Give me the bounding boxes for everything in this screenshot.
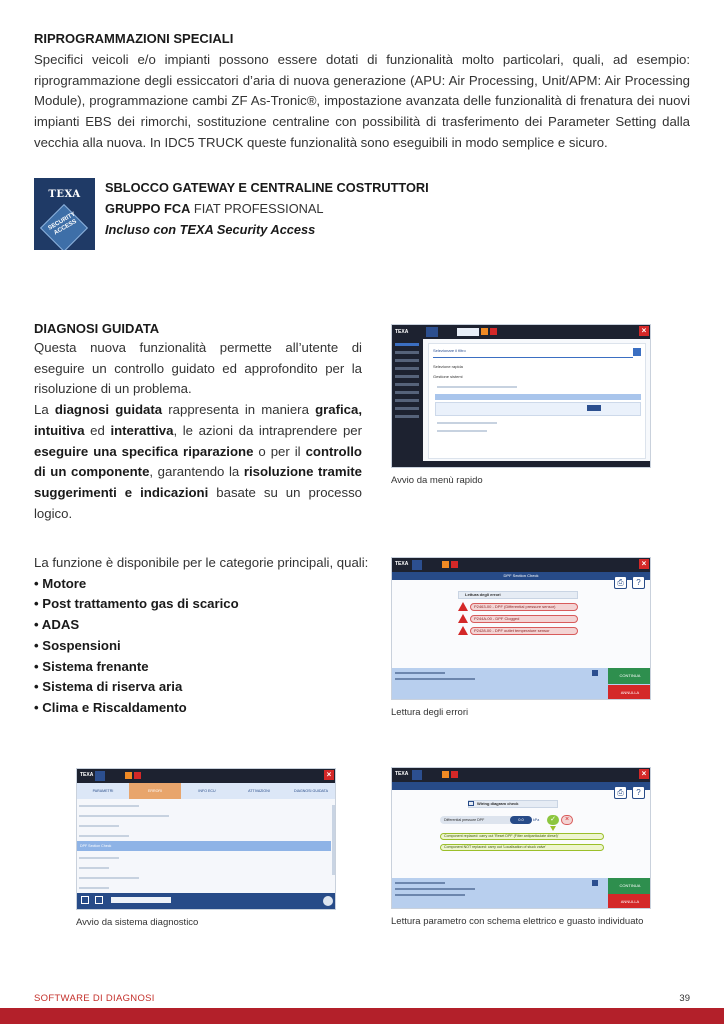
settings-icon[interactable] <box>81 896 89 904</box>
list-row <box>437 430 487 432</box>
sidebar-item <box>395 367 419 370</box>
search-icon[interactable] <box>633 348 641 356</box>
badge-label: SECURITY ACCESS <box>47 211 78 237</box>
list-row <box>437 386 517 388</box>
tab-bar <box>77 783 335 799</box>
home-icon[interactable] <box>95 771 105 781</box>
sblocco-group <box>105 198 429 219</box>
red-tool-icon <box>490 328 497 335</box>
list-row <box>79 887 109 889</box>
list-item: • Clima e Riscaldamento <box>34 699 187 715</box>
cancel-button[interactable]: ANNULLA <box>608 685 651 700</box>
emphasis-text: risoluzione tramite suggerimenti e indicazioni <box>34 464 362 500</box>
cross-icon[interactable]: × <box>561 815 573 825</box>
list-row <box>79 877 139 879</box>
go-button[interactable] <box>587 405 601 411</box>
screenshot-sistema-diagnostico <box>76 768 336 910</box>
home-icon[interactable] <box>412 560 422 570</box>
body-text: , garantendo la <box>149 464 244 480</box>
home-icon[interactable] <box>412 770 422 780</box>
close-icon[interactable]: × <box>639 326 649 336</box>
sidebar-item <box>395 343 419 346</box>
wiring-icon <box>468 801 474 806</box>
close-icon[interactable]: × <box>639 769 649 779</box>
panel-title: Lettura degli errori <box>458 591 578 599</box>
sblocco-title: SBLOCCO GATEWAY E CENTRALINE COSTRUTTORI <box>105 180 429 195</box>
screenshot-lettura-parametro <box>391 767 651 909</box>
arrow-down-icon <box>550 826 556 831</box>
list-row <box>79 857 119 859</box>
list-row <box>79 835 129 837</box>
expand-icon[interactable] <box>592 670 598 676</box>
section-diagnosi-guidata <box>34 321 362 524</box>
selected-row[interactable]: DPF Section Check <box>77 841 331 851</box>
list-item[interactable]: Selezione rapida <box>433 364 463 369</box>
title-strip <box>392 782 650 790</box>
app-statusbar <box>423 461 650 467</box>
error-item[interactable]: P2463-00 - DPF (Differential pressure sensor) <box>470 603 578 611</box>
caption-menu: Avvio da menù rapido <box>391 475 483 486</box>
list-item: • Post trattamento gas di scarico <box>34 596 239 612</box>
categorie-list <box>34 574 374 719</box>
diagnosi-title: DIAGNOSI GUIDATA <box>34 321 160 336</box>
sidebar-item <box>395 351 419 354</box>
list-item: • Sospensioni <box>34 637 121 653</box>
param-unit: kPa <box>533 818 540 822</box>
app-topbar <box>392 768 650 782</box>
list-row <box>79 825 119 827</box>
warning-icon <box>458 602 468 611</box>
bottom-toolbar <box>77 893 335 909</box>
section-body: Specifici veicoli e/o impianti possono essere dotati di funzionalità molto particolari, quali, ad esempio: riprogrammazione degli essiccatori d’aria di nuova generazione (APU: Air Processing, Unit/APM: Air Processing Module), programmazione cambi ZF As-Tronic®, impostazione avanzata delle funzionalità di frenatura dei nuovi impianti EBS dei rimorchi, sostituzione centraline con possibilità di trasferimento dei Parameter Setting dalla vecchia alla nuova. In IDC5 TRUCK queste funzionalità sono eseguibili in modo semplice e sicuro. <box>34 52 690 150</box>
orange-tool-icon <box>481 328 488 335</box>
sidebar-item <box>395 383 419 386</box>
print-icon[interactable]: ⎙ <box>614 786 627 799</box>
sidebar-item <box>395 375 419 378</box>
section-title: RIPROGRAMMAZIONI SPECIALI <box>34 31 234 46</box>
error-item[interactable]: P244A-00 - DPF Clogged <box>470 615 578 623</box>
red-tool-icon[interactable] <box>134 772 141 779</box>
selected-row[interactable] <box>435 394 641 400</box>
list-row <box>79 815 169 817</box>
list-row <box>79 867 109 869</box>
app-logo: TEXA <box>395 771 409 777</box>
emphasis-text: diagnosi guidata <box>54 402 163 418</box>
tab-info-ecu[interactable]: INFO ECU <box>198 789 216 793</box>
categorie-block <box>34 553 374 719</box>
texa-security-access-logo <box>34 178 95 250</box>
instruction-text <box>395 888 475 890</box>
list-item: • Sistema di riserva aria <box>34 679 183 695</box>
section-riprogrammazioni <box>34 31 690 154</box>
emphasis-text: interattiva <box>110 422 174 438</box>
search-input[interactable] <box>111 897 171 903</box>
tab-parametri[interactable]: PARAMETRI <box>92 789 114 793</box>
continue-button[interactable]: CONTINUA <box>608 878 651 894</box>
page-number: 39 <box>679 993 690 1004</box>
expand-icon[interactable] <box>592 880 598 886</box>
search-input[interactable] <box>457 328 479 336</box>
emphasis-text: grafica, intuitiva <box>34 402 362 438</box>
info-icon[interactable]: ? <box>632 786 645 799</box>
categorie-intro: La funzione è disponibile per le categorie principali, quali: <box>34 555 369 570</box>
close-icon[interactable]: × <box>324 770 334 780</box>
diagnosi-p2 <box>34 400 362 524</box>
list-row <box>437 422 497 424</box>
group-brand: FIAT PROFESSIONAL <box>190 201 324 216</box>
list-item: • Motore <box>34 575 87 591</box>
body-text: o per il <box>253 443 306 459</box>
main-panel <box>428 343 646 459</box>
warning-icon <box>458 614 468 623</box>
app-logo: TEXA <box>395 329 409 335</box>
red-tool-icon[interactable] <box>451 561 458 568</box>
body-text: basate su un processo logico. <box>34 484 362 521</box>
error-item[interactable]: P2428-00 - DPF outlet temperature sensor <box>470 627 578 635</box>
group-name: GRUPPO FCA <box>105 201 191 216</box>
body-text: La <box>34 402 55 418</box>
tab-attivazioni[interactable]: ATTIVAZIONI <box>248 789 270 793</box>
instruction-text <box>395 882 445 884</box>
app-logo: TEXA <box>80 772 94 778</box>
sblocco-block <box>105 177 429 240</box>
sidebar-item <box>395 415 419 418</box>
close-icon[interactable]: × <box>639 559 649 569</box>
continue-button[interactable]: CONTINUA <box>608 668 651 684</box>
orange-tool-icon[interactable] <box>442 561 449 568</box>
keyboard-icon[interactable] <box>95 896 103 904</box>
tab-diagnosi-guidata[interactable]: DIAGNOSI GUIDATA <box>293 789 328 793</box>
power-icon[interactable] <box>323 896 333 906</box>
emphasis-text: eseguire una specifica riparazione <box>34 443 254 459</box>
emphasis-text: controllo di un componente <box>34 443 362 480</box>
diagnosi-p1: Questa nuova funzionalità permette all’utente di eseguire un controllo guidato ed approfondito per la risoluzione di un problema. <box>34 340 362 397</box>
sidebar-item <box>395 407 419 410</box>
screen-title: DPF Section Check <box>392 572 650 580</box>
red-tool-icon[interactable] <box>451 771 458 778</box>
app-logo: TEXA <box>395 561 409 567</box>
app-sidebar <box>392 325 423 467</box>
instruction-text <box>395 894 465 896</box>
caption-sistema: Avvio da sistema diagnostico <box>76 917 199 928</box>
warning-icon <box>458 626 468 635</box>
check-icon[interactable]: ✓ <box>547 815 559 825</box>
caption-parametro: Lettura parametro con schema elettrico e guasto individuato <box>391 916 644 927</box>
filter-field[interactable]: Selezionare il filtro <box>433 348 633 358</box>
home-icon <box>426 327 438 337</box>
orange-tool-icon[interactable] <box>125 772 132 779</box>
param-value: 0.0 <box>510 816 532 824</box>
tab-errori[interactable]: ERRORI <box>129 783 181 799</box>
screenshot-menu-rapido <box>391 324 651 468</box>
suggestion-item[interactable]: Component replaced: carry out 'Reset DPF (Filter antiparticulate diesel)' <box>440 833 604 840</box>
body-text: ed <box>84 422 111 438</box>
sidebar-item <box>395 391 419 394</box>
sblocco-note: Incluso con TEXA Security Access <box>105 222 316 237</box>
info-icon[interactable]: ? <box>632 576 645 589</box>
list-row <box>79 805 139 807</box>
footer-bar <box>0 1008 724 1024</box>
print-icon[interactable]: ⎙ <box>614 576 627 589</box>
caption-errori: Lettura degli errori <box>391 707 469 718</box>
list-item[interactable]: Gestione sistemi <box>433 374 463 379</box>
body-text: rappresenta in maniera <box>162 402 316 418</box>
instruction-text <box>395 678 475 680</box>
sidebar-item <box>395 399 419 402</box>
list-item: • Sistema frenante <box>34 658 149 674</box>
texa-logo-text: TEXA <box>48 189 81 200</box>
scrollbar[interactable] <box>332 805 335 875</box>
instruction-text <box>395 672 445 674</box>
app-topbar <box>392 558 650 572</box>
cancel-button[interactable]: ANNULLA <box>608 894 651 909</box>
param-label: Differential pressure DPF <box>440 816 532 824</box>
list-item: • ADAS <box>34 617 80 633</box>
panel-title: Wiring diagram check <box>468 800 558 808</box>
app-topbar <box>77 769 335 783</box>
screenshot-lettura-errori <box>391 557 651 700</box>
footer-section-label: SOFTWARE DI DIAGNOSI <box>34 993 155 1004</box>
suggestion-item[interactable]: Component NOT replaced: carry out 'Localisation of stuck valve' <box>440 844 604 851</box>
expanded-row[interactable] <box>435 402 641 416</box>
body-text: , le azioni da intraprendere per <box>173 422 363 438</box>
sidebar-item <box>395 359 419 362</box>
orange-tool-icon[interactable] <box>442 771 449 778</box>
app-topbar <box>423 325 650 339</box>
